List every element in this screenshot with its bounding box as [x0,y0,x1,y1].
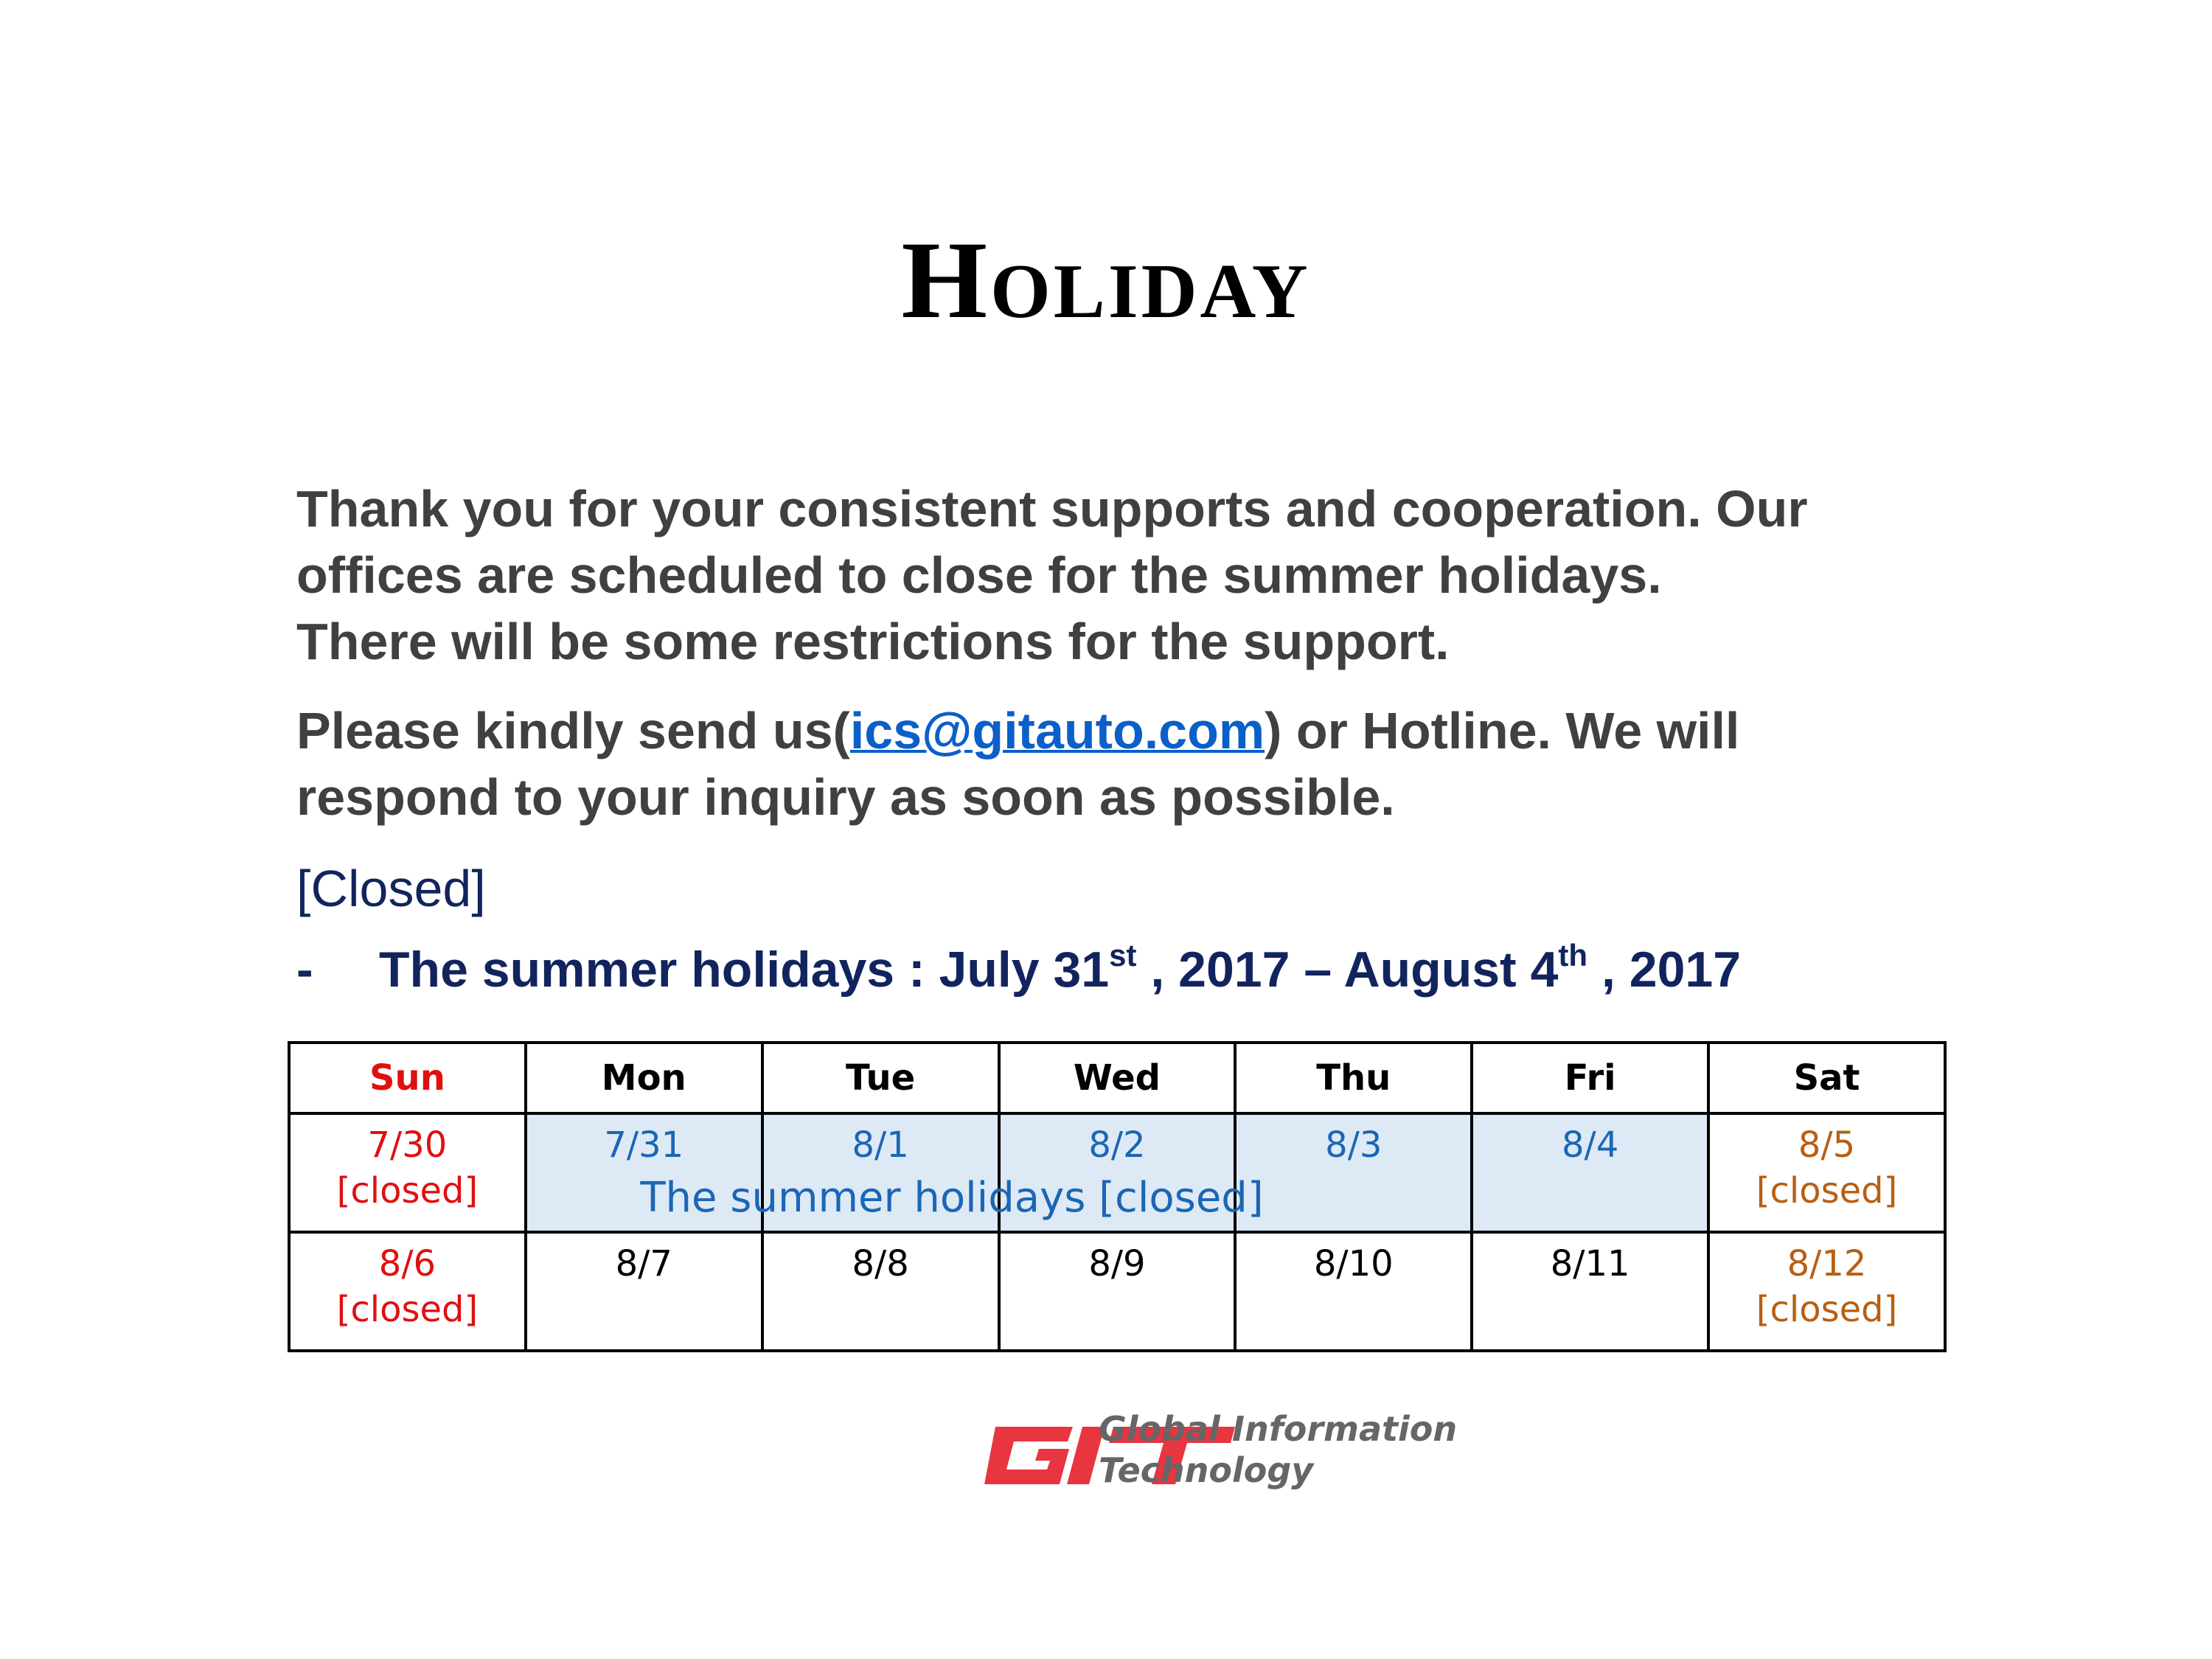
day-header-sun: Sun [289,1043,526,1113]
intro-line: offices are scheduled to close for the summer holidays. [296,546,1662,604]
day-note: [closed] [1756,1170,1898,1211]
calendar-day-cell [1708,1232,1945,1351]
holiday-span-caption: The summer holidays [closed] [640,1174,1264,1222]
calendar-day-cell [999,1232,1236,1351]
calendar-day-cell [289,1113,526,1232]
holiday-text: , 2017 – August 4 [1136,942,1559,998]
holiday-text: , 2017 [1587,942,1742,998]
logo-wordmark [1099,1408,1457,1491]
contact-line: respond to your inquiry as soon as possible. [296,768,1395,826]
day-date: 8/3 [1325,1124,1382,1166]
intro-line: Thank you for your consistent supports and cooperation. Our [296,480,1808,538]
calendar-week-row [289,1232,1945,1351]
calendar-day-cell [1472,1113,1708,1232]
day-header-tue: Tue [762,1043,999,1113]
day-date: 8/5 [1798,1124,1856,1166]
contact-text: Please kindly send us( [296,702,850,759]
day-date: 8/6 [378,1243,437,1284]
day-header-mon: Mon [526,1043,762,1113]
ordinal-suffix: st [1109,938,1137,973]
holiday-text: The summer holidays : July 31 [379,942,1110,998]
day-date: 8/10 [1313,1243,1394,1284]
closed-heading: [Closed] [296,860,486,917]
logo-line: Global Information [1099,1409,1458,1449]
contact-text: ) or Hotline. We will [1265,702,1740,759]
day-note: [closed] [336,1170,479,1211]
intro-line: There will be some restrictions for the support. [296,613,1450,670]
day-date: 8/1 [852,1124,909,1166]
calendar-day-cell [289,1232,526,1351]
calendar-day-cell [1708,1113,1945,1232]
holiday-period [296,936,2066,1003]
email-link[interactable]: ics@gitauto.com [849,702,1265,759]
day-date: 8/12 [1787,1243,1867,1284]
page-title: Holiday [901,219,1311,341]
intro-paragraph [296,476,1992,675]
calendar-day-cell [1472,1232,1708,1351]
day-header-fri: Fri [1472,1043,1708,1113]
day-header-wed: Wed [999,1043,1236,1113]
calendar-day-cell [526,1232,762,1351]
calendar-header-row [289,1043,1945,1113]
day-date: 8/2 [1088,1124,1146,1166]
bullet-dash: - [296,942,313,998]
day-note: [closed] [336,1289,479,1330]
day-header-sat: Sat [1708,1043,1945,1113]
ordinal-suffix: th [1558,938,1588,973]
contact-line [296,698,1992,764]
day-date: 7/31 [604,1124,684,1166]
contact-paragraph [296,698,1992,830]
day-date: 8/11 [1550,1243,1630,1284]
day-date: 8/4 [1562,1124,1619,1166]
day-date: 8/7 [615,1243,672,1284]
day-date: 7/30 [367,1124,448,1166]
logo-line: Technology [1099,1450,1314,1490]
day-date: 8/8 [852,1243,909,1284]
day-note: [closed] [1756,1289,1898,1330]
calendar-day-cell [1235,1232,1472,1351]
day-date: 8/9 [1088,1243,1146,1284]
calendar-day-cell [762,1232,999,1351]
day-header-thu: Thu [1235,1043,1472,1113]
